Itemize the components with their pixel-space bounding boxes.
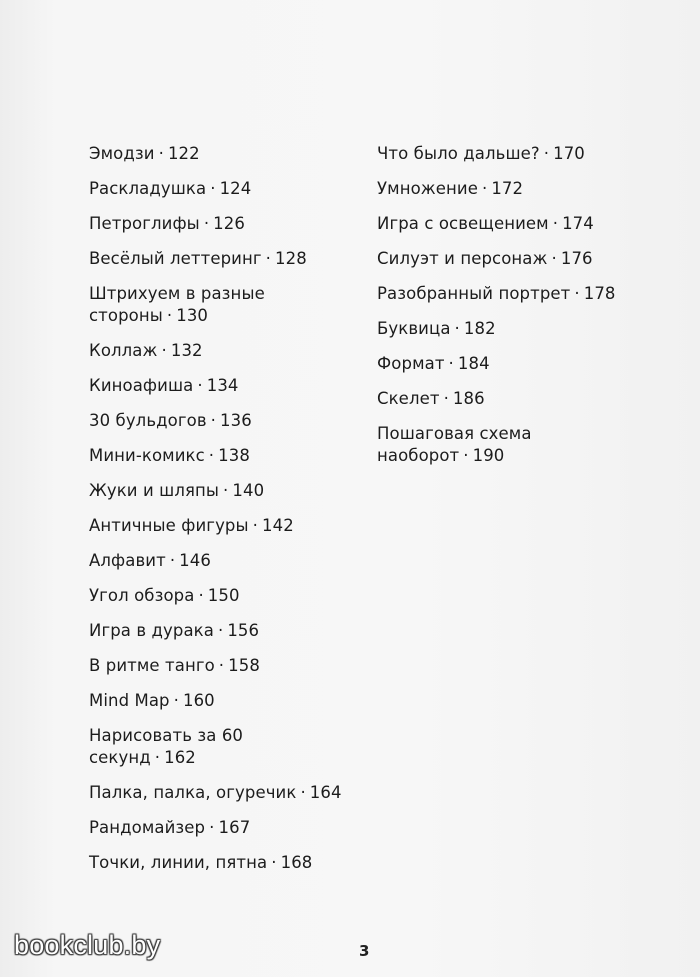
- toc-entry: Угол обзора · 150: [89, 586, 240, 605]
- toc-entry: Рандомайзер · 167: [89, 818, 251, 837]
- toc-entry: Петроглифы · 126: [89, 214, 245, 233]
- toc-entry: Штрихуем в разные стороны · 130: [89, 284, 265, 325]
- watermark-logo: bookclub.by: [14, 930, 161, 960]
- toc-entry: Формат · 184: [377, 354, 490, 373]
- toc-entry: Разобранный портрет · 178: [377, 284, 616, 303]
- toc-entry: Весёлый леттеринг · 128: [89, 249, 307, 268]
- toc-column-left: [89, 143, 379, 887]
- toc-entry: Коллаж · 132: [89, 341, 203, 360]
- toc-entry: Раскладушка · 124: [89, 179, 252, 198]
- toc-entry: Жуки и шляпы · 140: [89, 481, 265, 500]
- toc-entry: Пошаговая схема наоборот · 190: [377, 424, 532, 465]
- toc-entry: Игра в дурака · 156: [89, 621, 260, 640]
- toc-entry: Палка, палка, огуречик · 164: [89, 783, 342, 802]
- toc-entry: Скелет · 186: [377, 389, 485, 408]
- toc-entry: Античные фигуры · 142: [89, 516, 294, 535]
- toc-entry: 30 бульдогов · 136: [89, 411, 252, 430]
- toc-entry: Mind Map · 160: [89, 691, 215, 710]
- toc-entry: Точки, линии, пятна · 168: [89, 853, 313, 872]
- toc-entry: Буквица · 182: [377, 319, 496, 338]
- page-number: 3: [359, 942, 370, 960]
- toc-entry: Мини-комикс · 138: [89, 446, 250, 465]
- toc-entry: Киноафиша · 134: [89, 376, 239, 395]
- toc-entry: Игра с освещением · 174: [377, 214, 594, 233]
- toc-entry: Умножение · 172: [377, 179, 524, 198]
- toc-entry: Что было дальше? · 170: [377, 144, 585, 163]
- toc-entry: Алфавит · 146: [89, 551, 211, 570]
- toc-entry: Эмодзи · 122: [89, 144, 200, 163]
- toc-entry: Нарисовать за 60 секунд · 162: [89, 726, 244, 767]
- toc-column-right: [377, 143, 677, 480]
- toc-entry: В ритме танго · 158: [89, 656, 260, 675]
- toc-entry: Силуэт и персонаж · 176: [377, 249, 593, 268]
